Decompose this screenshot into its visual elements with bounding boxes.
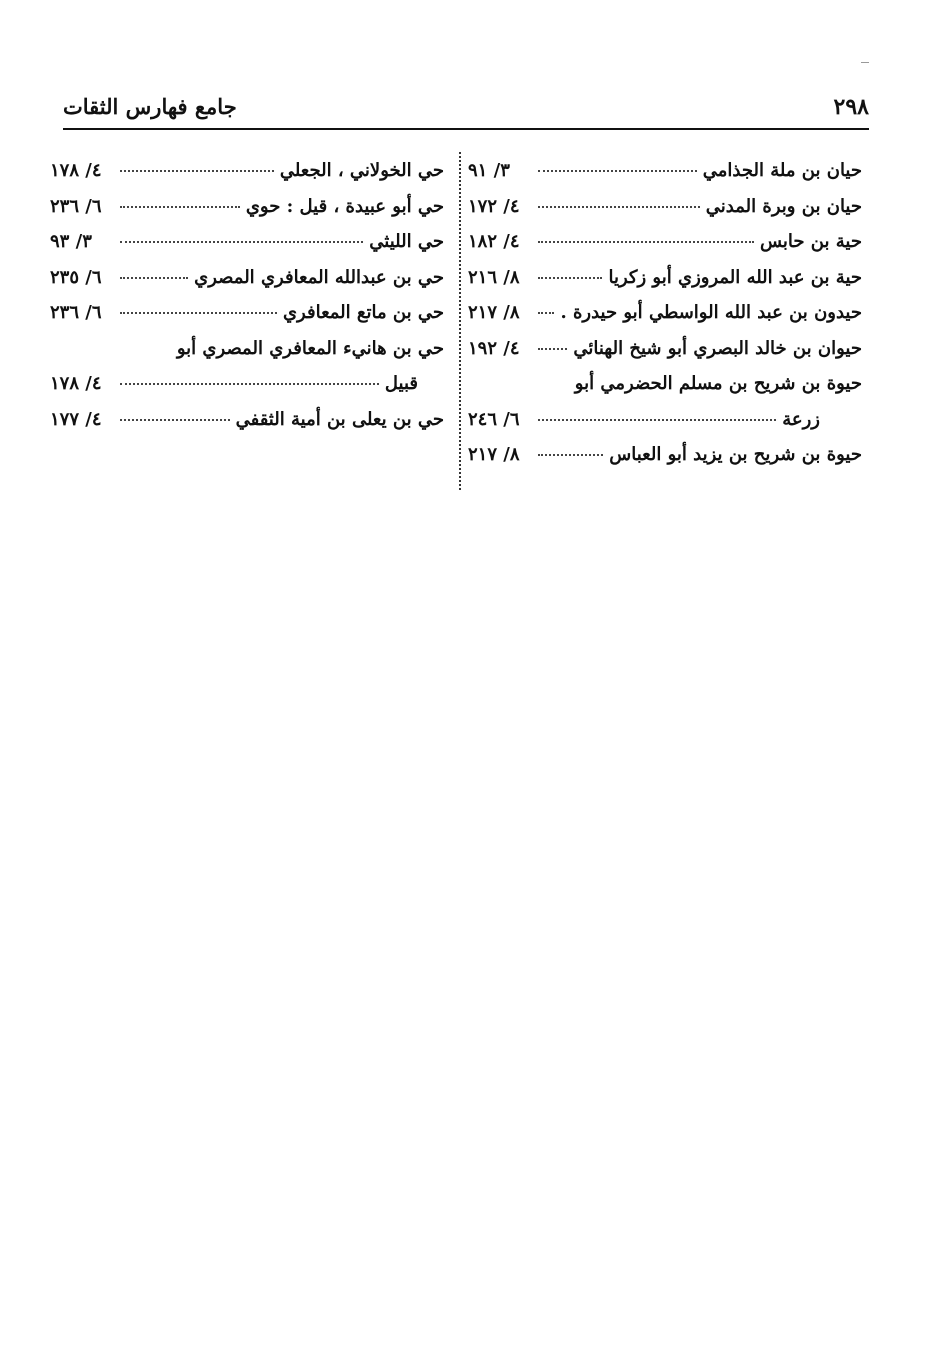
entry-name: حي أبو عبيدة ، قيل : حوي bbox=[245, 195, 444, 217]
leader-dots bbox=[120, 241, 363, 243]
leader-dots bbox=[538, 206, 700, 208]
index-entry bbox=[50, 302, 444, 338]
index-entry bbox=[468, 302, 862, 338]
entry-name: حية بن حابس bbox=[759, 231, 862, 252]
entry-ref: ٨/ ٢١٦ bbox=[468, 266, 520, 288]
entry-ref: ٤/ ١٧٨ bbox=[50, 160, 102, 181]
entry-name: حيوة بن شريح بن مسلم الحضرمي أبو bbox=[574, 373, 862, 394]
index-entry bbox=[468, 267, 862, 303]
index-entry bbox=[50, 196, 444, 232]
index-entry bbox=[50, 409, 444, 445]
entry-name: حيان بن ملة الجذامي bbox=[702, 160, 862, 181]
leader-dots bbox=[120, 383, 379, 385]
leader-dots bbox=[538, 312, 554, 314]
index-entry bbox=[50, 231, 444, 267]
entry-ref: ٦/ ٢٤٦ bbox=[468, 408, 520, 430]
entry-ref: ٦/ ٢٣٦ bbox=[50, 195, 102, 217]
entry-ref: ٤/ ١٧٧ bbox=[50, 408, 102, 430]
index-entry-continuation bbox=[468, 409, 862, 445]
entry-name: قبيل bbox=[384, 373, 418, 394]
index-entry bbox=[468, 444, 862, 480]
entry-ref: ٨/ ٢١٧ bbox=[468, 444, 520, 465]
entry-name: حي الخولاني ، الجعلي bbox=[279, 160, 444, 181]
entry-name: حيدون بن عبد الله الواسطي أبو حيدرة . bbox=[560, 302, 862, 323]
scan-mark bbox=[861, 62, 869, 63]
index-entry bbox=[50, 160, 444, 196]
entry-name: حي بن يعلى بن أمية الثقفي bbox=[235, 408, 444, 430]
index-column-left bbox=[50, 160, 444, 444]
running-title: جامع فهارس الثقات bbox=[63, 94, 237, 119]
entry-ref: ٨/ ٢١٧ bbox=[468, 302, 520, 323]
entry-ref: ٣/ ٩١ bbox=[468, 160, 510, 181]
index-entry bbox=[50, 338, 444, 374]
entry-ref: ٤/ ١٩٢ bbox=[468, 337, 520, 359]
entry-ref: ٤/ ١٧٨ bbox=[50, 373, 102, 394]
leader-dots bbox=[538, 348, 567, 350]
page-header bbox=[63, 92, 869, 130]
index-entry bbox=[50, 267, 444, 303]
entry-ref: ٦/ ٢٣٥ bbox=[50, 266, 102, 288]
entry-name: حي بن هانيء المعافري المصري أبو bbox=[176, 337, 444, 359]
index-entry bbox=[468, 196, 862, 232]
index-entry bbox=[468, 160, 862, 196]
entry-name: حيوة بن شريح بن يزيد أبو العباس bbox=[609, 444, 862, 465]
index-column-right bbox=[468, 160, 862, 480]
column-divider bbox=[459, 152, 461, 490]
leader-dots bbox=[120, 419, 230, 421]
leader-dots bbox=[120, 170, 274, 172]
leader-dots bbox=[538, 277, 602, 279]
entry-ref: ٤/ ١٧٢ bbox=[468, 195, 520, 217]
index-entry bbox=[468, 338, 862, 374]
entry-name: حي الليثي bbox=[369, 231, 444, 252]
page-number: ٢٩٨ bbox=[833, 94, 869, 120]
index-entry bbox=[468, 373, 862, 409]
leader-dots bbox=[538, 454, 603, 456]
index-entry bbox=[468, 231, 862, 267]
leader-dots bbox=[538, 419, 776, 421]
leader-dots bbox=[120, 277, 188, 279]
entry-ref: ٣/ ٩٣ bbox=[50, 231, 92, 252]
index-entry-continuation bbox=[50, 373, 444, 409]
leader-dots bbox=[120, 206, 240, 208]
entry-ref: ٦/ ٢٣٦ bbox=[50, 302, 102, 323]
entry-name: زرعة bbox=[782, 408, 820, 430]
leader-dots bbox=[538, 170, 697, 172]
entry-name: حي بن عبدالله المعافري المصري bbox=[194, 266, 444, 288]
leader-dots bbox=[120, 312, 277, 314]
entry-name: حيوان بن خالد البصري أبو شيخ الهنائي bbox=[573, 337, 862, 359]
entry-name: حية بن عبد الله المروزي أبو زكريا bbox=[608, 266, 862, 288]
leader-dots bbox=[538, 241, 754, 243]
entry-name: حي بن ماتع المعافري bbox=[282, 302, 444, 323]
entry-name: حيان بن وبرة المدني bbox=[705, 195, 862, 217]
entry-ref: ٤/ ١٨٢ bbox=[468, 231, 520, 252]
